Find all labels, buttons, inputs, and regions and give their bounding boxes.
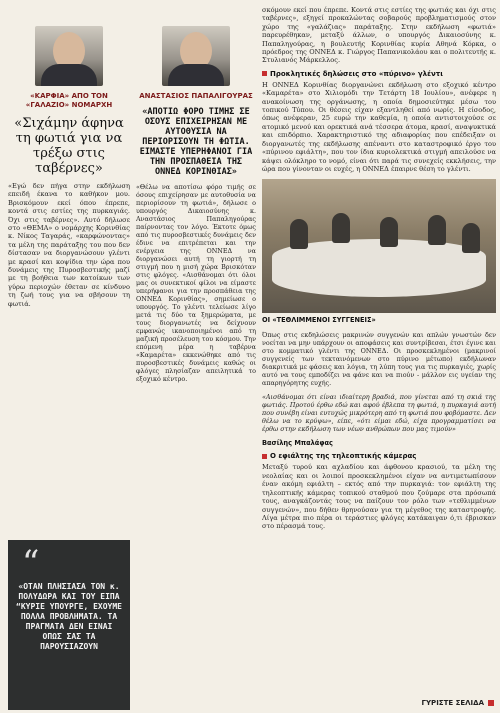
article-body-1: Η ΟΝΝΕΔ Κορινθίας διοργανώνει εκδήλωση στο εξοχικό κέντρο «Καμαρέτα» στο Χιλιομόδι την Τετάρτη 18 Ιουλίου», ανέφερε η ανακοίνωση της οργάνωσης, η οποία δημοσιεύτηκε μέσω του τοπικού Τύπου. Οι θέσεις είχαν εξαντληθεί από νωρίς. Η είσοδος, όπως ανέφεραν, 25 ευρώ την καθεμία, η οποία αντιστοιχούσε σε ατομικό μενού και ορεκτικά ανά τέσσερα άτομα, κρασί, αναψυκτικά και επιδόρπιο. Χαρακτηριστικό της αδιαφορίας που επέδειξαν οι διοργανωτές της εκδήλωσης απέναντι στο καταστροφικό έργο του «πύρινου εφιάλτη», που τον ίδια κυριολεκτικά στιγμή απειλούσε να κάψει ολόκληρο το νομό, είναι ότι παρά τις συνεχείς εκκλήσεις, την ώρα που γίνονταν οι ευχές, η ΟΝΝΕΔ έπαιρνε θέση το γλέντι. — [262, 80, 496, 173]
minister-body: «Θέλω να αποτίσω φόρο τιμής σε όσους επιχείρησαν με αυτοθυσία να περιορίσουν τη φωτιά», δήλωσε ο υπουργός Δικαιοσύνης κ. Αναστάσιος Παπαληγούρας παίρνοντας τον λόγο. Έκτοτε όμως από τις πυροσβεστικές δυνάμεις δεν έδινε να επιτρέπεται και την ενέργεια της ΟΝΝΕΔ να διοργανώσει αυτή τη γιορτή τη στιγμή που η μισή χώρα Βρισκόταν στις φλόγες. «Αισθάνομαι ότι όλοι μας οι συνεκτικοί φίλοι να είμαστε υπερήφανοι για την προσπάθεια της ΟΝΝΕΔ Κορινθίας», σημείωσε ο υπουργός. Το γλέντι τελείωσε λίγο μετά τις δύο τα ξημερώματα, με τους διοργανωτές να δείχνουν εμφανώς ικανοποιημένοι από τη μαζική προσέλευση του κόσμου. Την επόμενη μέρα η ταβέρνα «Καμαρέτα» εκκενώθηκε από τις πυροσβεστικές δυνάμεις καθώς οι φλόγες πλησίαζαν απειλητικά το εξοχικό κέντρο. — [136, 183, 256, 384]
person-figure — [332, 213, 350, 243]
turn-page-text: ΓΥΡΙΣΤΕ ΣΕΛΙΔΑ — [421, 699, 484, 707]
section-heading-statements — [262, 70, 496, 78]
section-heading-text: Ο εφιάλτης της τηλεοπτικής κάμερας — [270, 452, 417, 461]
minister-caption: ΑΝΑΣΤΑΣΙΟΣ ΠΑΠΑΛΙΓΟΥΡΑΣ — [139, 92, 253, 100]
nomarch-body: «Εγώ δεν πήγα στην εκδήλωση επειδή έκανα το καθήκον μου. Βρισκόμουν εκεί όπου έπρεπε, κοντά στις εστίες της πυρκαγιάς. Όχι στις ταβέρνες». Αυτό δήλωσε στο «ΘΕΜΑ» ο νομάρχης Κορινθίας κ. Νίκος Ταγαράς, «καρφώνοντας» τα μέλη της παράταξης του που δεν δίστασαν να διοργανώσουν γλέντι με κρασί και κοψίδια την ώρα που δυνάμεις της Πυροσβεστικής μαζί με τη βοήθεια των κατοίκων των γύρω περιοχών έθεταν σε κίνδυνο τη ζωή τους για να σβήσουν τη φωτιά. — [8, 182, 130, 308]
photo-caption-text: Όπως στις εκδηλώσεις μακρινών συγγενών και απλών γνωστών δεν νοείται να μην υπάρχουν οι αποφάσεις και συντρίβεσαι, έτσι έγινε και στο κομματικό γλέντι της ΟΝΝΕΔ. Οι προσκεκλημένοι (μακρινοί συγγενείς των τεκταινόμενων στο πύρινο μέτωπο) εκδήλωναν διακριτικά με φάσεις και λόγια, τη λύπη τους για τις πυρκαγιές, χωρίς αυτό να τους εμποδίζει να φάνε και να πιούν - μάλλον εις υγείαν της απαρηγόρητης ευχής. — [262, 330, 496, 387]
portrait-minister — [162, 26, 230, 86]
portrait-nomarch — [35, 26, 103, 86]
nomarch-quote: «Σιχάμην άφηνα τη φωτιά για να τρέξω στις ταβέρνες» — [14, 116, 124, 176]
speaker-name: Βασίλης Μπαλάφας — [262, 439, 333, 448]
person-figure — [428, 215, 446, 245]
red-square-icon — [262, 71, 267, 76]
suit-shape — [168, 64, 224, 86]
article-body-2: Μεταξύ τυρού και αχλαδίου και άφθονου κρασιού, τα μέλη της νεολαίας και οι λοιποί προσκεκλημένοι είχαν να αντιμετωπίσουν έναν ακόμη εφιάλτη – εκτός από την πυρκαγιά: τον εφιάλτη της τηλεοπτικής κάμερας τοπικού σταθμού που ζούμαρε στα πρόσωπά τους, αναγκάζοντάς τους να παίζουν τον ρόλο των «τεθλιμμένων συγγενών», που δήθεν θρηνούσαν για τη μέγεθος της καταστροφής. Λίγα μέτρα πιο πέρα οι τεράστιες φλόγες κατάκαιγαν ό,τι έβρισκαν στο πέρασμά τους. — [262, 463, 496, 531]
inline-quote: «Αισθάνομαι ότι είναι ιδιαίτερη βραδιά, που γίνεται από τη σκιά της φωτιάς. Προτού έρθω εδώ και αφού έβλεπα τη φωτιά, η πυρκαγιά αυτή που συνέβη είναι ευτυχώς μικρότερη από τη φωτιά που φοβόμαστε. Δεν θέλω να το κρύψω», είπε, «ότι είμαι εδώ, είχα προγραμματίσει να έρθω στην εκδήλωση των νέων ανθρώπων που μας τιμούν» — [262, 393, 496, 434]
turn-page-label — [422, 699, 494, 707]
red-square-icon — [488, 700, 494, 706]
pull-quote-box — [8, 540, 130, 710]
minister-quote: «ΑΠΟΤΙΩ ΦΟΡΟ ΤΙΜΗΣ ΣΕ ΟΣΟΥΣ ΕΠΙΧΕΙΡΗΣΑΝ ΜΕ ΑΥΤΟΘΥΣΙΑ ΝΑ ΠΕΡΙΟΡΙΣΟΥΝ ΤΗ ΦΩΤΙΑ. ΕΙΜΑΣΤΕ ΥΠΕΡΗΦΑΝΟΙ ΓΙΑ ΤΗΝ ΠΡΟΣΠΑΘΕΙΑ ΤΗΣ ΟΝΝΕΔ ΚΟΡΙΝΘΙΑΣ» — [139, 107, 253, 177]
photo-caption: ΟΙ «ΤΕΘΛΙΜΜΕΝΟΙ ΣΥΓΓΕΝΕΙΣ» — [262, 316, 376, 325]
person-figure — [462, 223, 480, 253]
column-right — [262, 6, 496, 706]
red-square-icon — [262, 454, 267, 459]
person-figure — [290, 219, 308, 249]
column-middle — [136, 6, 256, 706]
event-photo — [262, 179, 496, 313]
suit-shape — [41, 64, 97, 86]
pull-quote-text: «ΟΤΑΝ ΠΛΗΣΙΑΣΑ ΤΟΝ κ. ΠΟΛΥΔΩΡΑ ΚΑΙ ΤΟΥ ΕΙΠΑ “ΚΥΡΙΕ ΥΠΟΥΡΓΕ, ΕΧΟΥΜΕ ΠΟΛΛΑ ΠΡΟΒΛΗΜΑΤΑ. ΤΑ ΠΡΑΓΜΑΤΑ ΔΕΝ ΕΙΝΑΙ ΟΠΩΣ ΣΑΣ ΤΑ ΠΑΡΟΥΣΙΑΖΟΥΝ — [16, 582, 122, 651]
person-figure — [380, 217, 398, 247]
quote-marks-icon: “ — [22, 543, 40, 583]
nomarch-caption: «ΚΑΡΦΙΑ» ΑΠΟ ΤΟΝ «ΓΑΛΑΖΙΟ» ΝΟΜΑΡΧΗ — [25, 92, 113, 109]
section-heading-text: Προκλητικές δηλώσεις στο «πύρινο» γλέντι — [270, 69, 443, 78]
article-intro: σκόμουν εκεί που έπρεπε. Κοντά στις εστίες της φωτιάς και όχι στις ταβέρνες», εξηγεί προκαλώντας σοβαρούς προβληματισμούς στον χώρο της «γαλάζιας» παράταξης. Στην εκδήλωση «φωτιά» παρευρέθηκαν, μεταξύ άλλων, ο υπουργός Δικαιοσύνης κ. Παπαληγούρας, η βουλευτής Κορινθίας κυρία Αθηνά Κόρκα, ο πρόεδρος της ΟΝΝΕΔ κ. Γιώργος Παπανικολάου και ο πολιτευτής κ. Στυλιανός Μάρκελλος. — [262, 6, 496, 65]
section-heading-camera — [262, 452, 496, 460]
column-left — [8, 6, 130, 536]
